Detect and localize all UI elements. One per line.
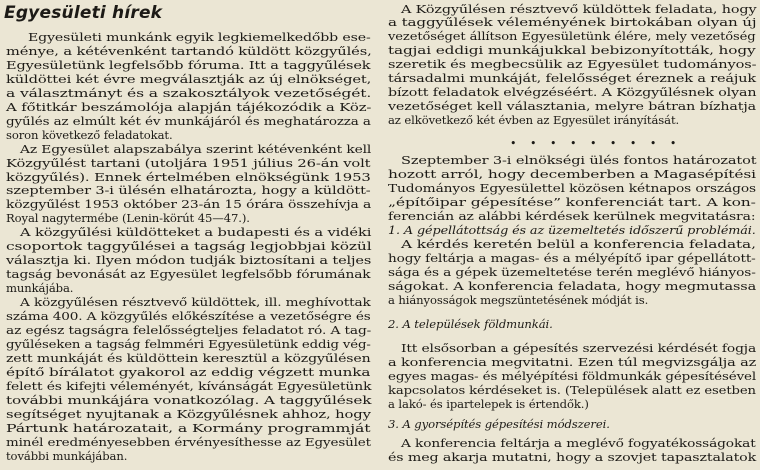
text-line: a lakó- és ipartelepek is értendők.) bbox=[388, 397, 589, 411]
text-line: hogy feltárja a magas- és a mélyépítő ipar gépellátott- bbox=[388, 251, 756, 265]
text-line: szeretik és megbecsülik az Egyesület tudományos- bbox=[388, 57, 757, 71]
text-line: Az Egyesület alapszabálya szerint kétévenként kell bbox=[20, 141, 372, 156]
text-line: Tudományos Egyesülettel közösen kétnapos országos bbox=[388, 181, 756, 195]
text-line: gyűlés az elmúlt két év munkájáról és meghatározza a bbox=[6, 113, 371, 128]
text-line: sága és a gépek üzemeltetése terén meglévő hiányos- bbox=[388, 265, 756, 279]
text-line: 1. A gépellátottság és az üzemeltetés időszerű problémái. bbox=[388, 223, 756, 237]
text-line: Egyesületünk legfelsőbb fóruma. Itt a taggyűlések bbox=[6, 57, 371, 72]
section-separator: • • • • • • • • • bbox=[510, 137, 682, 150]
text-line: szeptember 3-i ülésén elhatározta, hogy a küldött- bbox=[6, 183, 371, 198]
section-heading: Egyesületi hírek bbox=[4, 3, 163, 23]
text-line: ságokat. A konferencia feladata, hogy megmutassa bbox=[388, 279, 757, 293]
text-line: Szeptember 3-i elnökségi ülés fontos határozatot bbox=[401, 153, 757, 167]
text-line: A közgyűlésen résztvevő küldöttek, ill. meghívottak bbox=[20, 295, 371, 310]
text-line: Royal nagytermébe (Lenin-körút 45—47.). bbox=[6, 211, 250, 226]
text-line: választja ki. Ilyen módon tudják biztosítani a teljes bbox=[6, 253, 372, 268]
text-line: vezetőséget állítson Egyesületünk élére, mely vezetőség bbox=[388, 29, 756, 43]
text-line: tagság bevonását az Egyesület legfelsőbb fórumának bbox=[6, 267, 371, 282]
text-line: az egész tagságra felelősségteljes feladatot ró. A tag- bbox=[6, 322, 372, 337]
text-line: A kérdés keretén belül a konferencia feladata, bbox=[401, 237, 756, 251]
text-line: A közgyűlési küldötteket a budapesti és a vidéki bbox=[20, 225, 372, 240]
text-line: egyes magas- és mélyépítési földmunkák gépesítésével bbox=[388, 369, 757, 383]
text-line: Itt elsősorban a gépesítés szervezési kérdését fogja bbox=[401, 341, 757, 355]
text-line: a konferencia megvitatni. Ezen túl megvizsgálja az bbox=[388, 355, 757, 369]
text-line: A konferencia feltárja a meglévő fogyatékosságokat bbox=[401, 436, 756, 450]
text-line: segítséget nyujtanak a Közgyűlésnek ahhoz, hogy bbox=[6, 406, 371, 421]
text-line: Pártunk határozatait, a Kormány programmját bbox=[6, 420, 371, 435]
text-line: A főtitkár beszámolója alapján tájékozódik a Köz- bbox=[6, 99, 372, 114]
text-line: soron következő feladatokat. bbox=[6, 127, 173, 142]
text-line: ferencián az alábbi kérdések kerülnek megvitatásra: bbox=[388, 209, 756, 223]
text-line: A Közgyűlésen résztvevő küldöttek feladata, hogy bbox=[401, 2, 757, 16]
text-line: és meg akarja mutatni, hogy a szovjet tapasztalatok bbox=[388, 450, 757, 464]
text-line: bízott feladatok elvégzéséért. A Közgyűlésnek olyan bbox=[388, 85, 757, 99]
text-line: munkájába. bbox=[6, 281, 74, 296]
text-line: Egyesületi munkánk egyik legkiemelkedőbb ese- bbox=[28, 30, 371, 44]
text-line: a választmányt és a szakosztályok vezetőségét. bbox=[6, 85, 372, 100]
text-line: társadalmi munkáját, felelősséget éreznek a reájuk bbox=[388, 71, 757, 85]
text-line: Közgyűlést tartani (utoljára 1951 július 26-án volt bbox=[6, 155, 371, 170]
text-line: 3. A gyorsépítés gépesítési módszerei. bbox=[388, 417, 610, 431]
text-line: 2. A települések földmunkái. bbox=[388, 317, 553, 331]
text-line: az elkövetkező két évben az Egyesület irányítását. bbox=[388, 113, 680, 127]
text-line: felett és kifejti véleményét, kívánságát Egyesületünk bbox=[6, 378, 372, 393]
text-line: építő bírálatot gyakorol az eddig végzett munka bbox=[6, 364, 371, 379]
text-line: hozott arról, hogy decemberben a Magasépítési bbox=[388, 167, 756, 181]
text-line: közgyűlést 1953 október 23-án 15 órára összehívja a bbox=[6, 197, 372, 212]
text-line: közgyűlés). Ennek értelmében elnökségünk 1953 bbox=[6, 169, 371, 184]
text-line: vezetőséget kell választania, melyre bátran bízhatja bbox=[388, 99, 756, 113]
text-line: minél eredményesebben érvényesíthesse az Egyesület bbox=[6, 434, 371, 449]
text-line: további munkájára vonatkozólag. A taggyűlések bbox=[6, 392, 372, 407]
text-line: zett munkáját és küldöttein keresztül a közgyűlésen bbox=[6, 350, 371, 365]
text-line: a taggyűlések véleményének birtokában olyan új bbox=[388, 15, 757, 29]
text-line: a hiányosságok megszüntetésének módját is. bbox=[388, 293, 649, 307]
text-line: ménye, a kétévenként tartandó küldött közgyűlés, bbox=[6, 43, 372, 58]
text-line: gyűléseken a tagság felmméri Egyesületünk eddig vég- bbox=[6, 336, 371, 351]
text-line: kapcsolatos kérdéseket is. (Települések alatt ez esetben bbox=[388, 383, 756, 397]
text-line: további munkájában. bbox=[6, 448, 128, 463]
text-line: száma 400. A közgyűlés előkészítése a vezetőségre és bbox=[6, 309, 371, 323]
text-line: küldöttei két évre megválasztják az új elnökséget, bbox=[6, 71, 372, 86]
text-line: „építőipar gépesítése” konferenciát tart. A kon- bbox=[388, 195, 756, 209]
text-line: csoportok taggyűlései a tagság legjobbjai közül bbox=[6, 239, 372, 254]
text-line: tagjai eddigi munkájukkal bebizonyították, hogy bbox=[388, 43, 756, 57]
